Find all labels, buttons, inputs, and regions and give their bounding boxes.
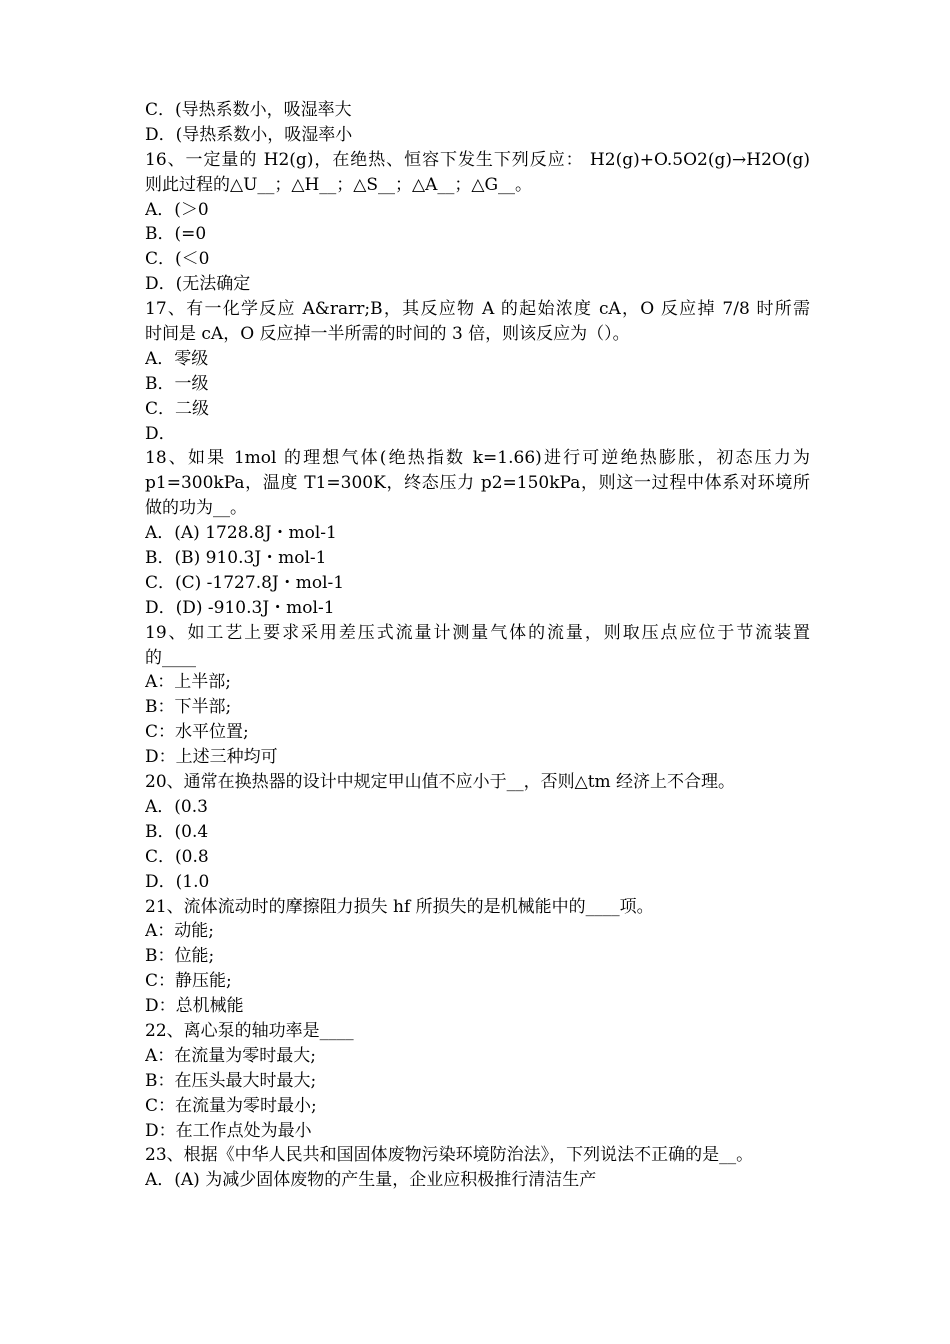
text-line: C．二级 bbox=[145, 398, 210, 419]
text-line: 的____ bbox=[145, 647, 196, 668]
text-line: A．(0.3 bbox=[145, 796, 208, 817]
text-line: A．零级 bbox=[145, 348, 209, 369]
text-line: D． bbox=[145, 423, 176, 444]
text-line: B：下半部; bbox=[145, 697, 232, 718]
text-line: B：位能; bbox=[145, 946, 215, 967]
text-line: A：上半部; bbox=[145, 672, 232, 693]
text-line: B：在压头最大时最大; bbox=[145, 1070, 317, 1091]
document-body bbox=[145, 98, 810, 1193]
text-line: 19、如工艺上要求采用差压式流量计测量气体的流量，则取压点应位于节流装置 bbox=[145, 622, 810, 643]
text-line: A．(A) 1728.8J・mol-1 bbox=[145, 523, 337, 544]
text-line: B．(0.4 bbox=[145, 821, 209, 842]
text-line: D．(导热系数小，吸湿率小 bbox=[145, 124, 353, 145]
text-line: D．(D) -910.3J・mol-1 bbox=[145, 597, 335, 618]
text-line: 22、离心泵的轴功率是____ bbox=[145, 1020, 354, 1041]
text-line: D：总机械能 bbox=[145, 996, 244, 1017]
text-line: 17、有一化学反应 A&rarr;B，其反应物 A 的起始浓度 cA，O 反应掉 7/8 时所需 bbox=[145, 299, 810, 320]
text-line: A．(＞0 bbox=[145, 199, 209, 220]
text-line: 21、流体流动时的摩擦阻力损失 hf 所损失的是机械能中的____项。 bbox=[145, 896, 654, 917]
text-line: B．一级 bbox=[145, 373, 209, 394]
text-line: B．(B) 910.3J・mol-1 bbox=[145, 548, 327, 569]
text-line: 18、如果 1mol 的理想气体(绝热指数 k=1.66)进行可逆绝热膨胀，初态压力为 bbox=[145, 448, 810, 469]
text-line: B．(=0 bbox=[145, 224, 207, 245]
text-line: C．(0.8 bbox=[145, 846, 209, 867]
text-line: D．(1.0 bbox=[145, 871, 210, 892]
text-line: D：上述三种均可 bbox=[145, 747, 278, 768]
text-line: p1=300kPa，温度 T1=300K，终态压力 p2=150kPa，则这一过程中体系对环境所 bbox=[145, 473, 810, 494]
text-line: 则此过程的△U__；△H__；△S__；△A__；△G__。 bbox=[145, 174, 533, 195]
text-line: A：动能; bbox=[145, 921, 215, 942]
text-line: C：静压能; bbox=[145, 971, 232, 992]
text-line: C．(导热系数小，吸湿率大 bbox=[145, 100, 352, 120]
text-line: C．(C) -1727.8J・mol-1 bbox=[145, 572, 345, 593]
text-line: A．(A) 为减少固体废物的产生量，企业应积极推行清洁生产 bbox=[145, 1170, 597, 1191]
text-line: 20、通常在换热器的设计中规定甲山值不应小于__，否则△tm 经济上不合理。 bbox=[145, 772, 736, 793]
text-line: A：在流量为零时最大; bbox=[145, 1045, 317, 1066]
text-line: 做的功为__。 bbox=[145, 498, 247, 519]
text-line: 23、根据《中华人民共和国固体废物污染环境防治法》，下列说法不正确的是__。 bbox=[145, 1145, 754, 1166]
text-line: D．(无法确定 bbox=[145, 274, 251, 295]
text-line: C：在流量为零时最小; bbox=[145, 1095, 317, 1116]
text-line: 16、一定量的 H2(g)，在绝热、恒容下发生下列反应： H2(g)+O.5O2(g)→H2O(g) bbox=[145, 149, 810, 170]
text-line: 时间是 cA，O 反应掉一半所需的时间的 3 倍，则该反应为（）。 bbox=[145, 324, 630, 345]
text-line: C：水平位置; bbox=[145, 722, 249, 743]
text-line: D：在工作点处为最小 bbox=[145, 1120, 312, 1141]
text-line: C．(＜0 bbox=[145, 249, 210, 270]
